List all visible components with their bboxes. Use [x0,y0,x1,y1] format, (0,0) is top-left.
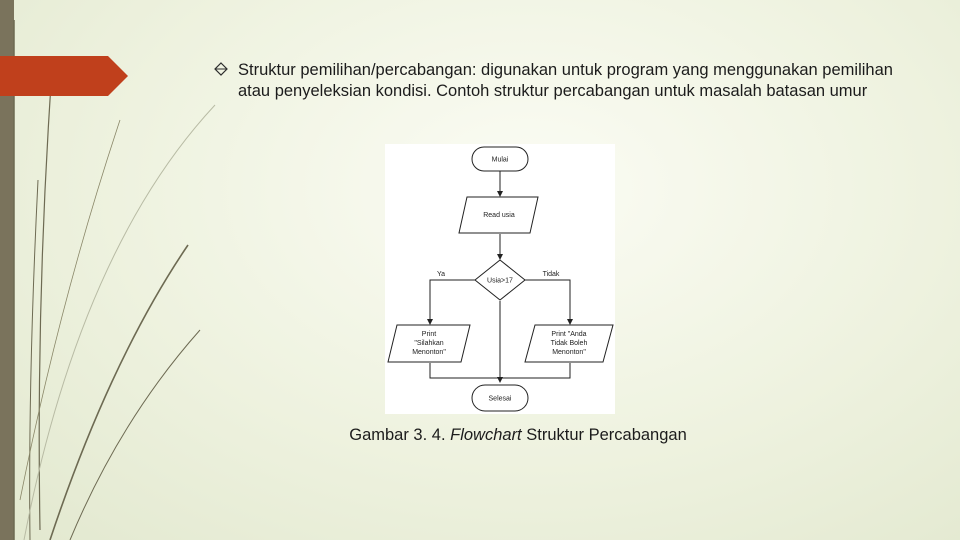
yes-output-line-1: Print [421,331,437,338]
caption-italic: Flowchart [450,426,522,444]
start-label: Mulai [491,156,509,164]
figure-caption [0,426,960,445]
caption-prefix: Gambar 3. 4. [349,426,451,444]
yes-output-line-2: "Silahkan [414,340,444,347]
arrow-yes-branch [430,280,475,324]
diamond-outline-icon [214,62,228,76]
no-label: Tidak [542,271,560,278]
arrow-no-branch [525,280,570,324]
caption-suffix: Struktur Percabangan [521,426,687,444]
bullet-text: Struktur pemilihan/percabangan: digunakan untuk program yang menggunakan pemilihan atau penyeleksian kondisi. Contoh struktur percabangan untuk masalah batasan umur [238,61,893,100]
yes-output-line-3: Menonton" [412,349,446,356]
flowchart-figure [385,144,615,414]
decision-label: Usia>17 [487,277,513,285]
no-output-line-2: Tidak Boleh [550,340,588,347]
no-output-line-3: Menonton" [552,349,586,356]
end-label: Selesai [488,395,512,403]
accent-tab [0,56,130,96]
yes-label: Ya [436,271,446,278]
no-output-line-1: Print "Anda [551,331,587,338]
input-label: Read usia [483,212,515,219]
